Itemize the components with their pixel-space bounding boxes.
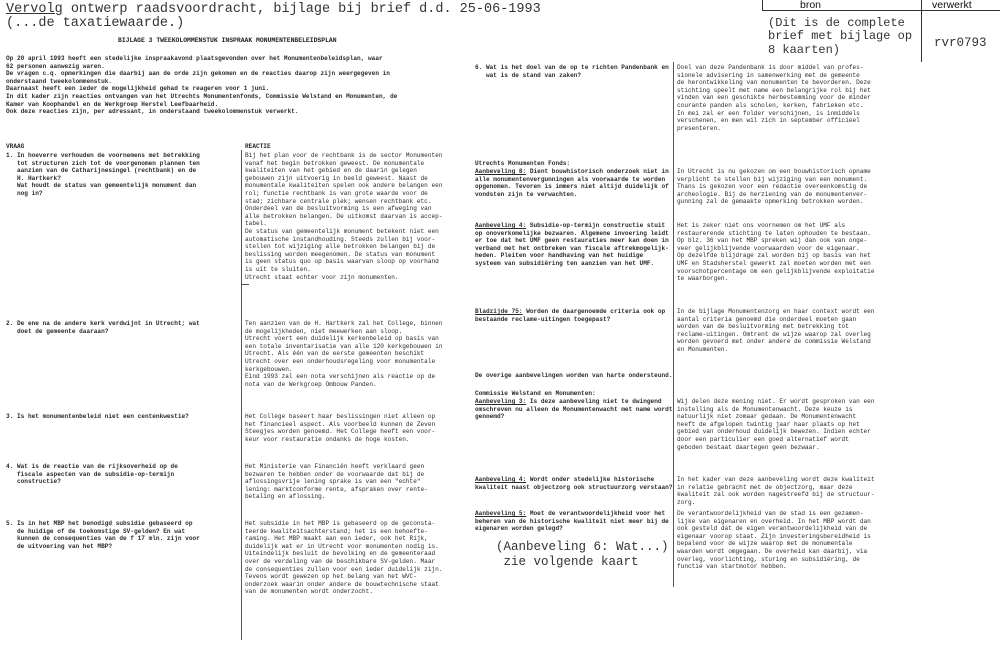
continuation-note: (Aanbeveling 6: Wat...) zie volgende kaart — [496, 540, 669, 569]
catalog-code: rvr0793 — [934, 36, 987, 50]
cwm-aanbeveling-4-label: Aanbeveling 4: — [475, 476, 527, 483]
cwm-aanbeveling-3 — [475, 398, 672, 421]
cwm-aanbeveling-5-text: Moet de verantwoordelijkheid voor het beheren van de historische kwaliteit niet meer bij de eigenaren worden gelegd? — [475, 510, 669, 533]
catalog-column-divider — [921, 0, 922, 62]
cwm-aanbeveling-4-text: Wordt onder stedelijke historische kwaliteit naast objectzorg ook structuurzorg verstaan? — [475, 476, 673, 491]
umf-aanbeveling-4 — [475, 222, 669, 268]
reaction-3: Het College baseert haar beslissingen niet alleen op het financieel aspect. Als voorbeeld kunnen de Zeven Steegjes worden genoemd. Het College heeft een voor- keur voor restauratie ondanks de hoge kosten. — [245, 413, 436, 443]
cwm-aanbeveling-5-label: Aanbeveling 5: — [475, 510, 527, 517]
umf-aanbeveling-8-text: Dient bouwhistorisch onderzoek niet in alle monumentenvergunningen als voorwaarde te worden opgenomen. Tevoren is immers niet altijd duidelijk of vondsten zijn te verwachten. — [475, 168, 669, 198]
umf-bladzijde-75-text: Worden de daargenoemde criteria ook op bestaande reclame-uitingen toegepast? — [475, 308, 666, 323]
right-column-divider — [673, 62, 674, 587]
umf-bladzijde-75-reaction: In de bijlage Monumentenzorg en haar context wordt een aantal criteria genoemd die onderdeel moeten gaan worden van de besluitvorming met betrekking tot reclame-uitingen. Omtrent de wijze waarop zal overleg worden gevoerd met onder andere de commissie Welstand en Monumenten. — [677, 308, 875, 353]
question-2: 2. De ene na de andere kerk verdwijnt in Utrecht; wat doet de gemeente daaraan? — [6, 320, 200, 335]
question-4: 4. Wat is de reactie van de rijksoverheid op de fiscale aspecten van de subsidie-op-termijn constructie? — [6, 463, 178, 486]
column-head-reactie: REACTIE — [245, 143, 271, 150]
catalog-verwerkt-label: verwerkt — [932, 0, 972, 11]
reaction-5: Het subsidie in het MBP is gebaseerd op de geconsta- teerde kwaliteitsachterstand; het is een behoefte- raming. Het MBP maakt aan een ieder, ook het Rijk, duidelijk wat er in Utrecht voor monumenten nodig is. Uiteindelijk besluit de bevolking en de gemeenteraad over de verdeling van de beschikbare SV-gelden. Maar de consequenties zullen voor een ieder duidelijk zijn. Tevens wordt gewezen op het belang van het WVC- onderzoek waarin onder andere de bouwtechnische staat van de monumenten wordt onderzocht. — [245, 520, 443, 596]
divider-tick — [241, 284, 249, 285]
header-prefix: Vervolg — [6, 2, 63, 17]
umf-bladzijde-75 — [475, 308, 665, 323]
left-column-divider — [241, 150, 242, 640]
catalog-note: (Dit is de complete brief met bijlage op 8 kaarten) — [768, 16, 913, 57]
umf-aanbeveling-4-label: Aanbeveling 4: — [475, 222, 527, 229]
reaction-2: Ten aanzien van de H. Hartkerk zal het College, binnen de mogelijkheden, niet meewerken aan sloop. Utrecht voert een duidelijk kerkenbeleid op basis van een totale inventarisatie van alle 120 kerkgebouwen in Utrecht. Als één van de eerste gemeenten beschikt Utrecht over een onderhoudsregeling voor monumentale kerkgebouwen. Eind 1993 zal een nota verschijnen als reactie op de nota van de Werkgroep Ombouw Panden. — [245, 320, 443, 388]
umf-aanbeveling-8-label: Aanbeveling 8: — [475, 168, 527, 175]
umf-aanbeveling-8 — [475, 168, 669, 198]
cwm-aanbeveling-3-reaction: Wij delen deze mening niet. Er wordt gesproken van een instelling als de Monumentenwacht. Deze keuze is natuurlijk niet zomaar gedaan. De Monumentenwacht heeft de afgelopen twintig jaar haar plaats op het gebied van onderhoud duidelijk bewezen. Indien echter door een particulier een goed alternatief wordt geboden bestaat daartegen geen bezwaar. — [677, 398, 875, 451]
cwm-aanbeveling-4-reaction: In het kader van deze aanbeveling wordt deze kwaliteit in relatie gebracht met de objectzorg, maar deze kwaliteit zal ook worden nagestreefd bij de structuur- zorg. — [677, 476, 875, 506]
column-head-vraag: VRAAG — [6, 143, 25, 150]
section-cwm: Commissie Welstand en Monumenten: — [475, 390, 596, 397]
umf-aanbeveling-4-reaction: Het is zeker niet ons voornemen om het UMF als restaurerende stichting te laten ophouden te bestaan. Op blz. 36 van het MBP spreken wij dan ook van onge- veer gelijkblijvende voorwaarden voor de eigenaar. Op dezelfde blijdrage zal worden bij op basis van het UMF en Stadsherstel gewerkt zal moeten worden met een voorschotpercentage om een gelijkblijvende exploitatie te waarborgen. — [677, 222, 875, 283]
catalog-card — [762, 0, 1000, 62]
section-umf: Utrechts Monumenten Fonds: — [475, 160, 571, 167]
cwm-aanbeveling-5-reaction: De verantwoordelijkheid van de stad is een gezamen- lijke van eigenaren en overheid. In het MBP wordt dan ook gesteld dat de eigen verantwoordelijkheid van de eigenaar voorop staat. Zijn investeringsbereidheid is bepalend voor de wijze waarop met de monumentale waarden wordt omgegaan. De overheid kan daarbij, via overleg, voorlichting, sturing en subsidiëring, de functie van startmotor hebben. — [677, 510, 871, 571]
header-line-1-rest: ontwerp raadsvoordracht, bijlage bij brief d.d. 25-06-1993 — [62, 2, 541, 17]
umf-bladzijde-75-label: Bladzijde 75: — [475, 308, 523, 315]
question-5: 5. Is in het MBP het benodigd subsidie gebaseerd op de huidige of de toekomstige SV-gelden? En wat kunnen de consequenties van de f 17 mln. zijn voor de uitvoering van het MBP? — [6, 520, 200, 550]
intro-text: Op 20 april 1993 heeft een stedelijke inspraakavond plaatsgevonden over het Monumentenbeleidsplan, waar 62 personen aanwezig waren. De vragen c.q. opmerkingen die daarbij aan de orde zijn gekomen en de reacties daarop zijn weergegeven in onderstaand tweekolommenstuk. Daarnaast heeft een ieder de mogelijkheid gehad te reageren voor 1 juni. In dit kader zijn reacties ontvangen van het Utrechts Monumentenfonds, Commissie Welstand en Monumenten, de Kamer van Koophandel en de Werkgroep Herstel Leefbaarheid. Ook deze reacties zijn, per adressant, in onderstaand tweekolommenstuk verwerkt. — [6, 55, 398, 116]
umf-aanbeveling-8-reaction: In Utrecht is nu gekozen om een bouwhistorisch opname verplicht te stellen bij wijziging van een monument. Thans is gekozen voor een redactie overeenkomstig de archeologie. Bij de herziening van de monumentenver- gunning zal de gemaakte opmerking betrokken worden. — [677, 168, 871, 206]
cwm-aanbeveling-5 — [475, 510, 669, 533]
umf-aanbeveling-4-text: Subsidie-op-termijn constructie stuit op onoverkomelijke bezwaren. Algemene invoering leidt er toe dat het UMF geen restauraties meer kan doen in verband met het ontbreken van fiscale aftrekmogelijk- heden. Pleiten voor handhaving van het huidige systeem van subsidiëring ten aanzien van het UMF. — [475, 222, 669, 267]
question-6: 6. Wat is het doel van de op te richten Pandenbank en wat is de stand van zaken? — [475, 64, 669, 79]
header-line-1 — [6, 3, 541, 17]
catalog-left-border — [762, 0, 763, 10]
question-1: 1. In hoeverre verhouden de voornemens met betrekking tot structuren zich tot de voorgenomen plannen ten aanzien van de Catharijnesingel (rechtbank) en de H. Hartkerk? Wat houdt de status van gemeentelijk monument dan nog in? — [6, 152, 200, 197]
cwm-aanbeveling-3-text: Is deze aanbeveling niet te dwingend omschreven nu alleen de Monumentenwacht met name wordt genoemd? — [475, 398, 673, 421]
catalog-bron-label: bron — [800, 0, 822, 11]
reaction-4: Het Ministerie van Financiën heeft verklaard geen bezwaren te hebben onder de voorwaarde dat bij de aflossingsvrije lening sprake is van een "echte" lening: marktconforme rente, afspraken over rente- betaling en aflossing. — [245, 463, 428, 501]
umf-overige: De overige aanbevelingen worden van harte ondersteund. — [475, 372, 673, 379]
header-line-2: (...de taxatiewaarde.) — [6, 16, 185, 31]
reaction-6: Doel van deze Pandenbank is door middel van profes- sionele advisering in samenwerking met de gemeente de herontwikkeling van monumenten te bevorderen. Deze stichting speelt met name een belangrijke rol bij het vinden van een geschikte herbestemming voor de minder courante panden als scholen, kerken, fabrieken etc. In mei zal er een folder verschijnen, is inmiddels verschenen, en men wil zich in september officieel presenteren. — [677, 64, 871, 132]
cwm-aanbeveling-3-label: Aanbeveling 3: — [475, 398, 527, 405]
cwm-aanbeveling-4 — [475, 476, 672, 491]
annex-title: BIJLAGE 3 TWEEKOLOMMENSTUK INSPRAAK MONUMENTENBELEIDSPLAN — [118, 37, 337, 44]
reaction-1: Bij het plan voor de rechtbank is de sector Monumenten vanaf het begin betrokken geweest. De monumentale kwaliteiten van het gebied en de daarin gelegen gebouwen zijn uitvoerig in beeld geweest. Naast de monumentale kwaliteiten spelen ook andere belangen een rol; functie rechtbank is van grote waarde voor de stad; zichbare centrale plek; wensen rechtbank etc. Onderdeel van de besluitvorming is een afweging van alle betrokken belangen. De uitkomst daarvan is accep- tabel. De status van gemeentelijk monument betekent niet een automatische instandhouding. Steeds zullen bij voor- stellen tot wijziging alle betrokken belangen bij de beslissing worden meegenomen. De status van monument is geen status quo op basis waarvan sloop op voorhand is uit te sluiten. Utrecht staat echter voor zijn monumenten. — [245, 152, 443, 281]
question-3: 3. Is het monumentenbeleid niet een centenkwestie? — [6, 413, 189, 420]
